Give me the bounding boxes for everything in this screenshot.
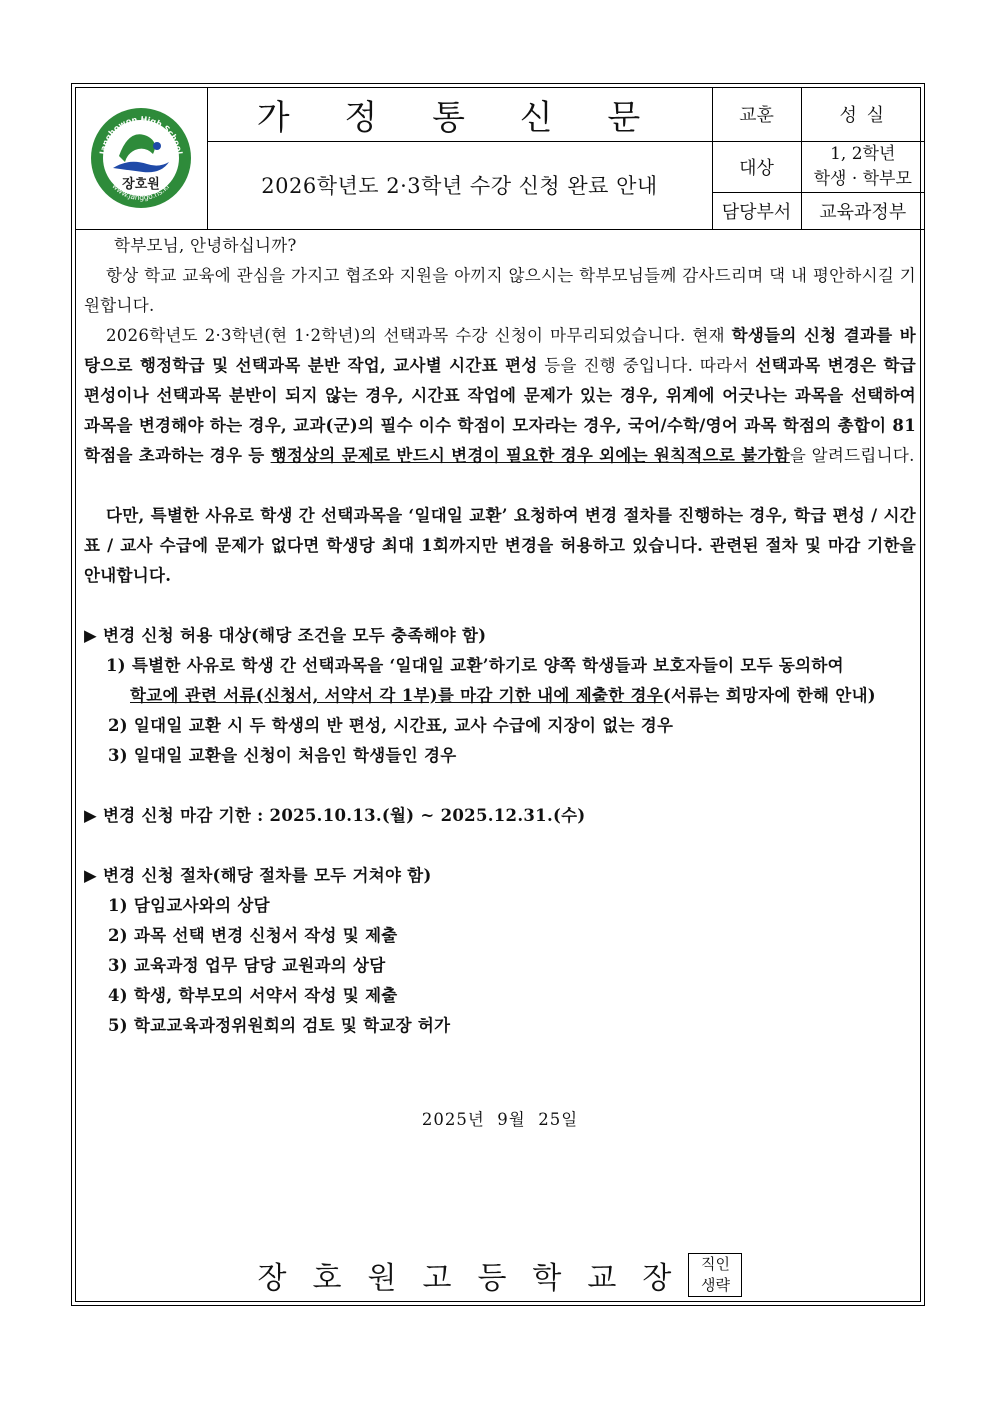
official-seal-omitted (688, 1253, 742, 1297)
section-3-item: 3) 교육과정 업무 담당 교원과의 상담 (108, 956, 386, 975)
section-3-item: 5) 학교교육과정위원회의 검토 및 학교장 허가 (108, 1016, 451, 1035)
paragraph-2-part-6: 을 알려드립니다. (789, 446, 915, 465)
stamp-line-1: 직인 (700, 1255, 730, 1273)
section-3-title: ▶ 변경 신청 절차(해당 절차를 모두 거쳐야 함) (84, 866, 432, 885)
paragraph-1: 항상 학교 교육에 관심을 가지고 협조와 지원을 아끼지 않으시는 학부모님들께 감사드리며 댁 내 평안하시길 기원합니다. (84, 266, 916, 315)
paragraph-2-part-1: 2026학년도 2·3학년(현 1·2학년)의 선택과목 수강 신청이 마무리되었습니다. 현재 (106, 326, 732, 345)
target-value (801, 141, 924, 192)
page-frame-inner (75, 87, 921, 1302)
issue-date: 2025년 9월 25일 (421, 1110, 579, 1129)
section-2-title: ▶ 변경 신청 마감 기한 : 2025.10.13.(월) ~ 2025.12.31.(수) (84, 806, 586, 825)
section-3-item: 1) 담임교사와의 상담 (108, 896, 270, 915)
greeting: 학부모님, 안녕하십니까? (114, 236, 297, 255)
target-value-line2: 학생 · 학부모 (813, 168, 912, 189)
page-frame (71, 83, 925, 1306)
doc-subtitle: 2026학년도 2·3학년 수강 신청 완료 안내 (207, 141, 712, 229)
section-1-item-1a: 1) 특별한 사유로 학생 간 선택과목을 ‘일대일 교환’하기로 양쪽 학생들과 보호자들이 모두 동의하여 (106, 656, 844, 675)
section-1-item-1b-underlined: 학교에 관련 서류(신청서, 서약서 각 1부)를 마감 기한 내에 제출한 경우 (130, 686, 663, 705)
paragraph-2-part-5: 행정상의 문제로 반드시 변경이 필요한 경우 외에는 원칙적으로 불가함 (270, 446, 790, 465)
logo-text-center: 장호원 (122, 177, 161, 193)
header-table (76, 88, 924, 230)
logo-text-bottom: www.janggo.hs.kr (110, 181, 172, 203)
signature-text: 장호원고등학교장 (257, 1261, 698, 1296)
letter-body (84, 231, 916, 1135)
section-3-item: 2) 과목 선택 변경 신청서 작성 및 제출 (108, 926, 398, 945)
section-1-item-1b-rest: (서류는 희망자에 한해 안내) (662, 686, 876, 705)
school-logo-icon (89, 106, 193, 210)
section-1-item-1b (84, 681, 916, 711)
section-1-item-3: 3) 일대일 교환을 신청이 처음인 학생들인 경우 (108, 746, 457, 765)
paragraph-2 (84, 321, 916, 471)
dept-label: 담당부서 (712, 192, 801, 229)
school-logo-cell (76, 88, 207, 229)
motto-value: 성 실 (801, 88, 924, 141)
section-1-item-2: 2) 일대일 교환 시 두 학생의 반 편성, 시간표, 교사 수급에 지장이 없는 경우 (108, 716, 674, 735)
doc-title: 가 정 통 신 문 (207, 88, 712, 141)
paragraph-2-part-3: 등을 진행 중입니다. 따라서 (537, 356, 756, 375)
signature-block (76, 1253, 924, 1297)
section-3-item: 4) 학생, 학부모의 서약서 작성 및 제출 (108, 986, 398, 1005)
target-label: 대상 (712, 141, 801, 192)
dept-value: 교육과정부 (801, 192, 924, 229)
section-1-title: ▶ 변경 신청 허용 대상(해당 조건을 모두 충족해야 함) (84, 626, 487, 645)
paragraph-2-part-4: 선택과목 변경은 학급 편성이나 선택과목 분반이 되지 않는 경우, 시간표 작업에 문제가 있는 경우, 위계에 어긋나는 과목을 선택하여 과목을 변경해야 하는 경우, 교과(군)의 필수 이수 학점이 모자라는 경우, 국어/수학/영어 과목 학점의 총합이 81학점을 초과하는 경우 등 (84, 356, 916, 465)
stamp-line-2: 생략 (700, 1276, 730, 1294)
paragraph-3: 다만, 특별한 사유로 학생 간 선택과목을 ‘일대일 교환’ 요청하여 변경 절차를 진행하는 경우, 학급 편성 / 시간표 / 교사 수급에 문제가 없다면 학생당 최대 1회까지만 변경을 허용하고 있습니다. 관련된 절차 및 마감 기한을 안내합니다. (84, 506, 916, 585)
logo-text-top: Janghowon High School (98, 115, 185, 156)
motto-label: 교훈 (712, 88, 801, 141)
paragraph-2-part-2: 학생들의 신청 결과를 바탕으로 행정학급 및 선택과목 분반 작업, 교사별 시간표 편성 (84, 326, 916, 375)
target-value-line1: 1, 2학년 (830, 143, 896, 164)
